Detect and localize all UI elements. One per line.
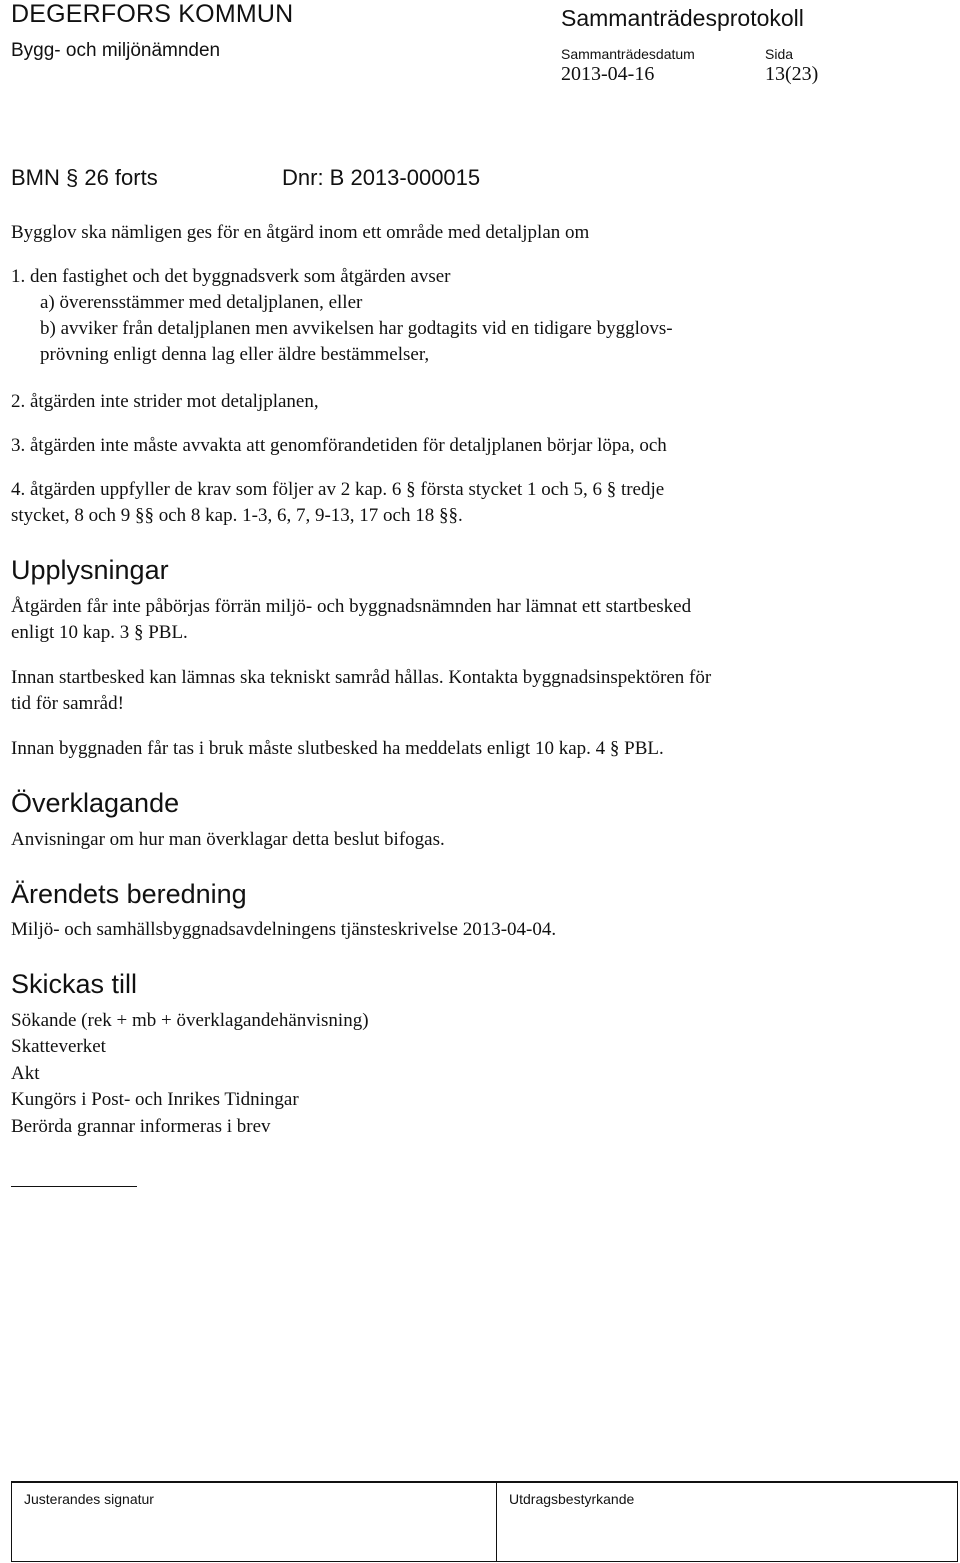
recipient-item: Kungörs i Post- och Inrikes Tidningar: [11, 1089, 299, 1110]
upplysningar-heading: Upplysningar: [11, 555, 169, 585]
paragraph: Innan byggnaden får tas i bruk måste slutbesked ha meddelats enligt 10 kap. 4 § PBL.: [11, 738, 664, 759]
recipient-item: Akt: [11, 1063, 40, 1084]
department-name: Bygg- och miljönämnden: [11, 40, 221, 61]
meeting-date-label: Sammanträdesdatum: [561, 46, 695, 62]
document-type: Sammanträdesprotokoll: [561, 5, 804, 31]
paragraph: Innan startbesked kan lämnas ska tekniskt samråd hållas. Kontakta byggnadsinspektören för: [11, 667, 712, 688]
overklagande-heading: Överklagande: [11, 788, 180, 818]
organization-name: DEGERFORS KOMMUN: [11, 0, 294, 28]
signature-box: [11, 1481, 958, 1562]
list-item-continuation: stycket, 8 och 9 §§ och 8 kap. 1-3, 6, 7, 9-13, 17 och 18 §§.: [11, 505, 463, 526]
certification-label: Utdragsbestyrkande: [509, 1491, 635, 1507]
end-rule: [11, 1186, 137, 1187]
list-item: 2. åtgärden inte strider mot detaljplanen,: [11, 391, 319, 412]
list-item-continuation: prövning enligt denna lag eller äldre bestämmelser,: [40, 344, 430, 365]
paragraph: Anvisningar om hur man överklagar detta beslut bifogas.: [11, 829, 445, 850]
list-item: 3. åtgärden inte måste avvakta att genomförandetiden för detaljplanen börjar löpa, och: [11, 435, 667, 456]
list-item: b) avviker från detaljplanen men avvikelsen har godtagits vid en tidigare bygglovs-: [40, 318, 673, 339]
skickas-till-heading: Skickas till: [11, 969, 138, 999]
recipient-item: Skatteverket: [11, 1036, 106, 1057]
list-item: 1. den fastighet och det byggnadsverk som åtgärden avser: [11, 266, 451, 287]
page-label: Sida: [765, 46, 794, 62]
paragraph-continuation: tid för samråd!: [11, 693, 124, 714]
recipient-item: Berörda grannar informeras i brev: [11, 1116, 271, 1137]
list-item: a) överensstämmer med detaljplanen, eller: [40, 292, 363, 313]
paragraph-continuation: enligt 10 kap. 3 § PBL.: [11, 622, 188, 643]
list-item: 4. åtgärden uppfyller de krav som följer av 2 kap. 6 § första stycket 1 och 5, 6 § tredje: [11, 479, 665, 500]
intro-text: Bygglov ska nämligen ges för en åtgärd inom ett område med detaljplan om: [11, 222, 590, 243]
recipient-item: Sökande (rek + mb + överklagandehänvisning): [11, 1010, 369, 1031]
meeting-date: 2013-04-16: [561, 63, 655, 85]
paragraph-reference: BMN § 26 forts: [11, 165, 158, 190]
page-number: 13(23): [765, 63, 819, 85]
signature-divider: [496, 1483, 497, 1561]
diary-number: Dnr: B 2013-000015: [282, 165, 481, 190]
beredning-heading: Ärendets beredning: [11, 879, 247, 909]
paragraph: Miljö- och samhällsbyggnadsavdelningens tjänsteskrivelse 2013-04-04.: [11, 919, 557, 940]
signature-label: Justerandes signatur: [24, 1491, 154, 1507]
paragraph: Åtgärden får inte påbörjas förrän miljö- och byggnadsnämnden har lämnat ett startbesked: [11, 596, 692, 617]
